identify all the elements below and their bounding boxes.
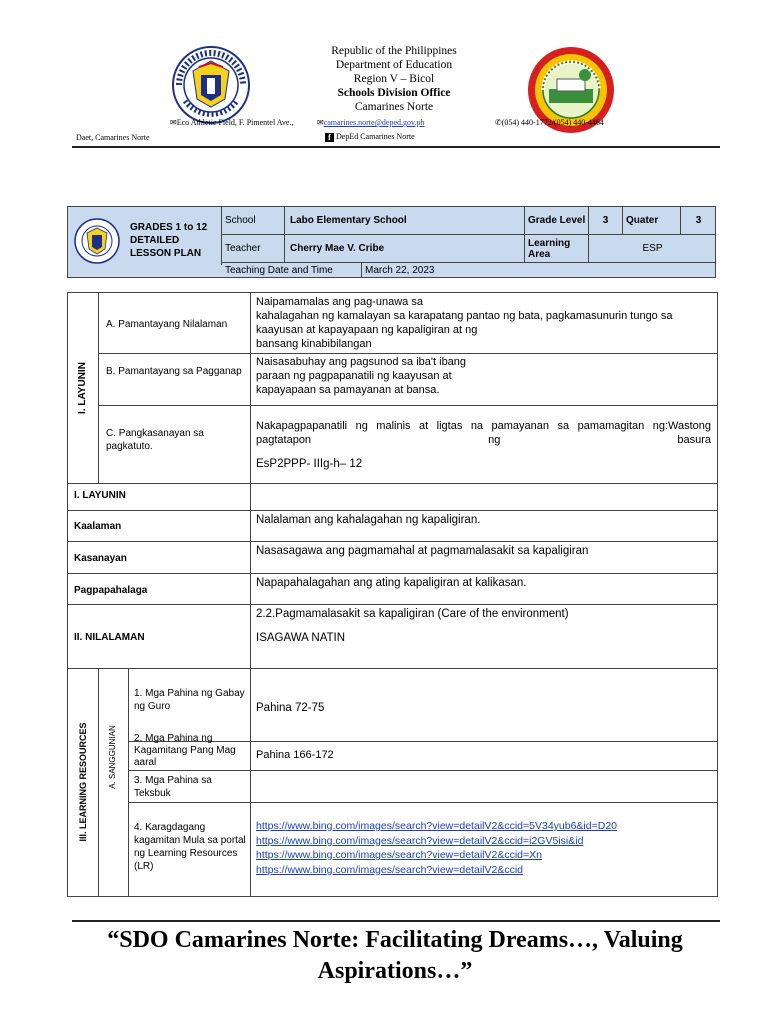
kasanayan-value: Nasasagawa ang pagmamahal at pagmamalasakit sa kapaligiran (256, 545, 589, 557)
date-label: Teaching Date and Time (222, 263, 362, 278)
lesson-plan-header (67, 206, 716, 278)
resource-link[interactable]: https://www.bing.com/images/search?view=detailV2&ccid (256, 863, 524, 876)
learning-area-label: Learning Area (525, 235, 589, 263)
school-label: School (222, 207, 285, 235)
location-text: Daet, Camarines Norte (76, 133, 150, 142)
layunin-vertical-label: I. LAYUNIN (77, 362, 88, 414)
grid-line (128, 802, 718, 803)
letterhead-divider (72, 146, 720, 148)
grid-line (68, 604, 718, 605)
deped-seal-small-logo (73, 217, 121, 265)
phone-text: ✆(054) 440-1772/(054) 440-4464 (495, 118, 604, 127)
grade-level-label: Grade Level (525, 207, 589, 235)
teacher-value: Cherry Mae V. Cribe (285, 235, 525, 263)
kasanayan-label: Kasanayan (74, 553, 127, 564)
lesson-plan-title: GRADES 1 to 12 DETAILED LESSON PLAN (130, 222, 208, 259)
row-c-label: C. Pangkasanayan sa pagkatuto. (106, 428, 204, 452)
resource-link[interactable]: https://www.bing.com/images/search?view=detailV2&ccid=Xn (256, 849, 542, 861)
ref3-label: 3. Mga Pahina sa Teksbuk (134, 775, 212, 799)
row-c-content: Nakapagpapanatili ng malinis at ligtas na pamayanan sa pamamagitan ng:Wastong pagtatapon ng basura EsP2PPP- IIIg-h– 12 (256, 420, 711, 470)
mail-icon: ✉ (170, 118, 177, 127)
letterhead-office: Schools Division Office (337, 87, 451, 99)
ref1-value: Pahina 72-75 (256, 702, 325, 714)
letterhead-text (250, 44, 538, 114)
footer-tagline: “SDO Camarines Norte: Facilitating Dreams…, Valuing Aspirations…” (107, 927, 683, 984)
grid-line (98, 353, 718, 354)
grid-line (68, 541, 718, 542)
sanggunian-vertical-label: A. SANGGUNIAN (108, 725, 117, 789)
grid-line (98, 293, 99, 483)
ref2-value: Pahina 166-172 (256, 749, 334, 761)
row-b-label: B. Pamantayang sa Pagganap (106, 366, 242, 377)
email-icon: ✉ (317, 118, 324, 127)
pagpapahalaga-label: Pagpapahalaga (74, 585, 148, 596)
facebook-page: f DepEd Camarines Norte (325, 132, 415, 142)
grade-level-value: 3 (589, 207, 623, 235)
facebook-icon: f (325, 133, 334, 142)
letterhead-line: Region V – Bicol (353, 73, 435, 85)
ref1-label: 1. Mga Pahina ng Gabay ng Guro (134, 688, 245, 712)
kaalaman-label: Kaalaman (74, 521, 122, 532)
deped-seal-logo (165, 45, 257, 125)
row-a-label: A. Pamantayang Nilalaman (106, 319, 228, 330)
letterhead-line: Department of Education (335, 59, 453, 71)
grid-line (98, 668, 99, 897)
grid-line (68, 668, 718, 669)
nilalaman-label: II. NILALAMAN (74, 632, 145, 643)
layunin-label: I. LAYUNIN (74, 490, 126, 501)
grid-line (68, 573, 718, 574)
nilalaman-content: 2.2.Pagmamalasakit sa kapaligiran (Care of the environment) ISAGAWA NATIN (256, 608, 569, 644)
resource-link[interactable]: https://www.bing.com/images/search?view=detailV2&ccid=i2GV5isi&id (256, 834, 584, 847)
row-a-content: Naipamamalas ang pag-unawa sa kahalagahan ng kamalayan sa karapatang pantao ng bata, pagkamasunurin tungo sa kaayusan at kapayapaan ng kapaligiran at ng bansang kinabibilangan (256, 296, 673, 350)
footer-divider (72, 920, 720, 922)
grid-line (128, 668, 129, 897)
phone-icon: ✆ (495, 118, 502, 127)
learning-area-value: ESP (589, 235, 716, 263)
resource-link[interactable]: https://www.bing.com/images/search?view=detailV2&ccid=5V34yub6&id=D20 (256, 820, 617, 832)
letterhead-line: Republic of the Philippines (331, 45, 457, 57)
grid-line (68, 483, 718, 484)
grid-line (128, 770, 718, 771)
pagpapahalaga-value: Napapahalagahan ang ating kapaligiran at kalikasan. (256, 577, 527, 589)
grid-line (98, 405, 718, 406)
row-b-content: Naisasabuhay ang pagsunod sa iba't ibang paraan ng pagpapanatili ng kaayusan at kapayapaan sa pamayanan at bansa. (256, 356, 467, 396)
lesson-plan-table (67, 292, 718, 897)
grid-line (250, 668, 251, 897)
address-text: ✉Eco Athletic Field, F. Pimentel Ave., (170, 118, 294, 127)
ref2-label: 2. Mga Pahina ng Kagamitang Pang Mag aaral (134, 733, 236, 768)
teacher-label: Teacher (222, 235, 285, 263)
email-link[interactable]: ✉camarines.norte@deped.gov.ph (317, 118, 425, 127)
quarter-value: 3 (681, 207, 716, 235)
kaalaman-value: Nalalaman ang kahalagahan ng kapaligiran. (256, 514, 481, 526)
ref4-label: 4. Karagdagang kagamitan Mula sa portal ng Learning Resources (LR) (134, 822, 246, 872)
grid-line (250, 293, 251, 668)
quarter-label: Quater (623, 207, 681, 235)
ref4-links (256, 819, 714, 877)
school-value: Labo Elementary School (285, 207, 525, 235)
date-value: March 22, 2023 (365, 265, 435, 276)
grid-line (68, 510, 718, 511)
learning-resources-vertical-label: III. LEARNING RESOURCES (78, 722, 88, 842)
letterhead-line: Camarines Norte (354, 101, 434, 113)
